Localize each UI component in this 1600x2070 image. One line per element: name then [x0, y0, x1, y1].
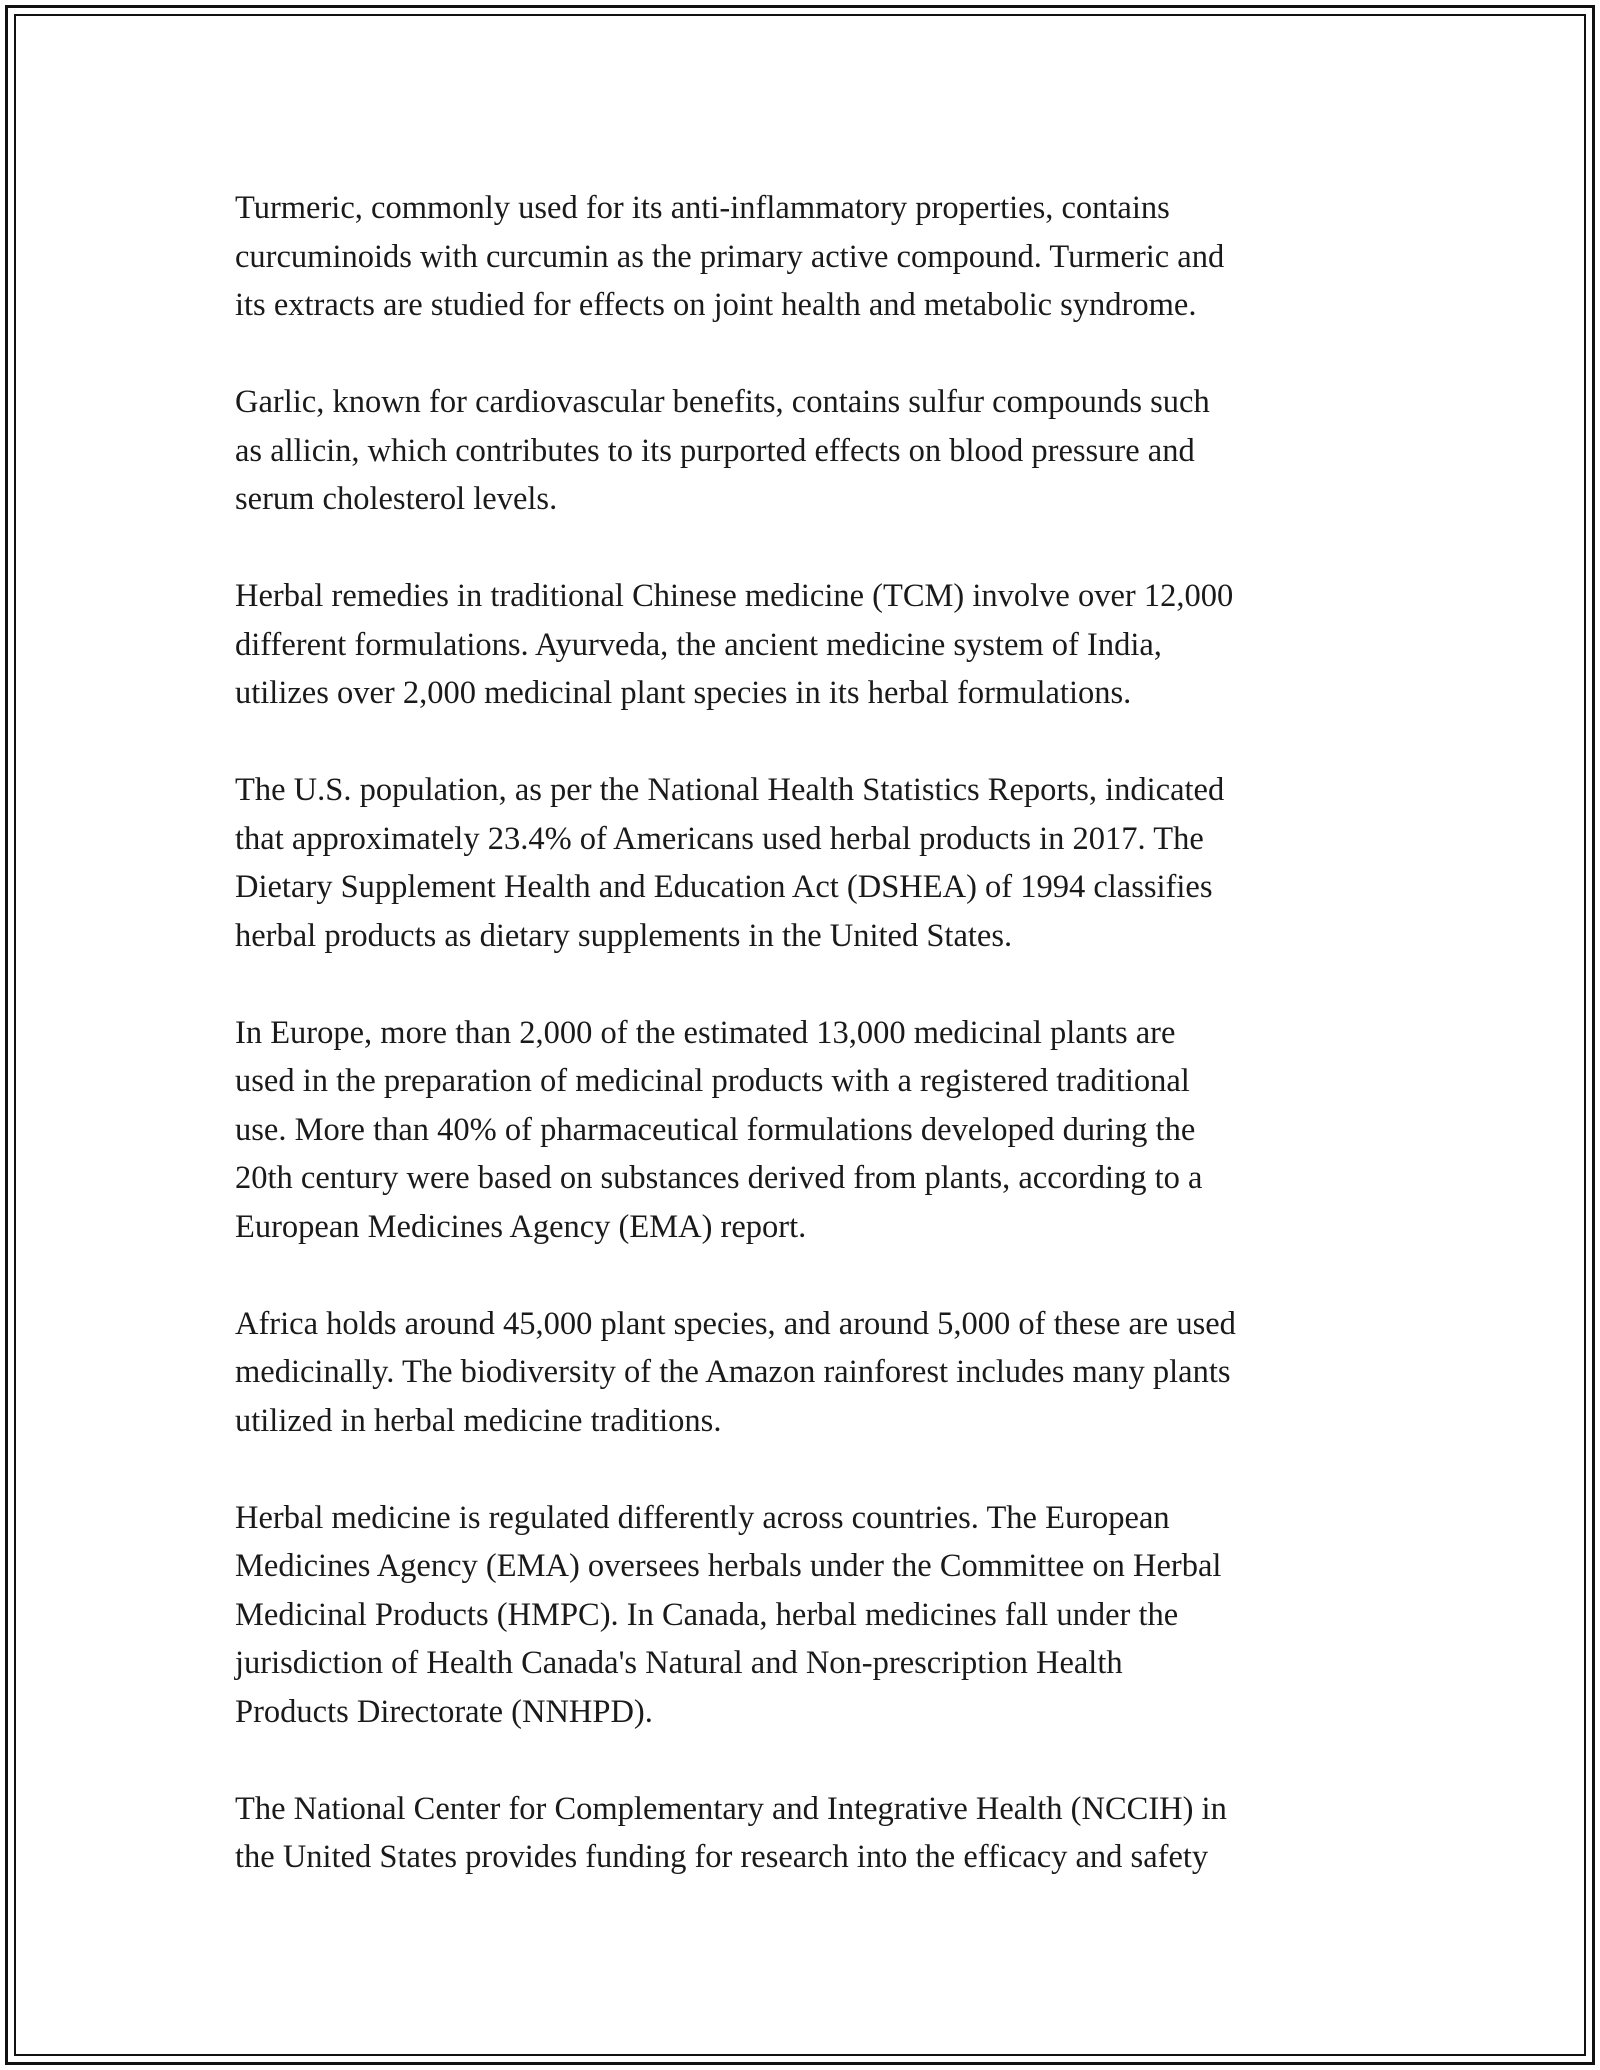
text-line: as allicin, which contributes to its purported effects on blood pressure and	[235, 432, 1195, 469]
paragraph-tcm-ayurveda	[235, 572, 1400, 718]
text-line: used in the preparation of medicinal products with a registered traditional	[235, 1063, 1190, 1099]
paragraph-africa-amazon	[235, 1300, 1400, 1446]
text-line: curcuminoids with curcumin as the primary active compound. Turmeric and	[235, 238, 1225, 275]
text-line: Turmeric, commonly used for its anti-inflammatory properties, contains	[235, 190, 1170, 226]
text-line: Medicines Agency (EMA) oversees herbals under the Committee on Herbal	[235, 1548, 1222, 1584]
text-line: the United States provides funding for research into the efficacy and safety	[235, 1839, 1209, 1875]
text-line: Garlic, known for cardiovascular benefits, contains sulfur compounds such	[235, 384, 1210, 420]
text-line: utilized in herbal medicine traditions.	[235, 1402, 722, 1439]
paragraph-regulation	[235, 1494, 1400, 1737]
paragraph-garlic	[235, 378, 1400, 524]
text-line: 20th century were based on substances derived from plants, according to a	[235, 1160, 1203, 1196]
paragraph-turmeric	[235, 184, 1400, 330]
text-line: Medicinal Products (HMPC). In Canada, herbal medicines fall under the	[235, 1596, 1179, 1633]
paragraph-nccih	[235, 1785, 1400, 1882]
text-line: European Medicines Agency (EMA) report.	[235, 1208, 807, 1245]
text-line: In Europe, more than 2,000 of the estimated 13,000 medicinal plants are	[235, 1014, 1176, 1051]
paragraph-us-population	[235, 766, 1400, 960]
text-line: Herbal medicine is regulated differently across countries. The European	[235, 1499, 1170, 1536]
text-line: that approximately 23.4% of Americans used herbal products in 2017. The	[235, 820, 1204, 857]
text-line: Dietary Supplement Health and Education Act (DSHEA) of 1994 classifies	[235, 869, 1213, 905]
text-line: The U.S. population, as per the National Health Statistics Reports, indicated	[235, 772, 1225, 808]
paragraph-europe	[235, 1009, 1400, 1252]
text-line: serum cholesterol levels.	[235, 481, 558, 517]
text-line: utilizes over 2,000 medicinal plant species in its herbal formulations.	[235, 675, 1132, 711]
text-line: its extracts are studied for effects on joint health and metabolic syndrome.	[235, 287, 1197, 323]
text-line: jurisdiction of Health Canada's Natural and Non-prescription Health	[235, 1645, 1123, 1681]
text-line: herbal products as dietary supplements in the United States.	[235, 917, 1013, 954]
text-line: different formulations. Ayurveda, the ancient medicine system of India,	[235, 626, 1162, 663]
text-line: Herbal remedies in traditional Chinese medicine (TCM) involve over 12,000	[235, 578, 1234, 614]
text-line: use. More than 40% of pharmaceutical formulations developed during the	[235, 1111, 1196, 1148]
document-body	[235, 184, 1400, 1930]
text-line: Products Directorate (NNHPD).	[235, 1693, 653, 1730]
text-line: medicinally. The biodiversity of the Amazon rainforest includes many plants	[235, 1354, 1231, 1390]
text-line: Africa holds around 45,000 plant species, and around 5,000 of these are used	[235, 1305, 1236, 1342]
text-line: The National Center for Complementary and Integrative Health (NCCIH) in	[235, 1790, 1227, 1827]
